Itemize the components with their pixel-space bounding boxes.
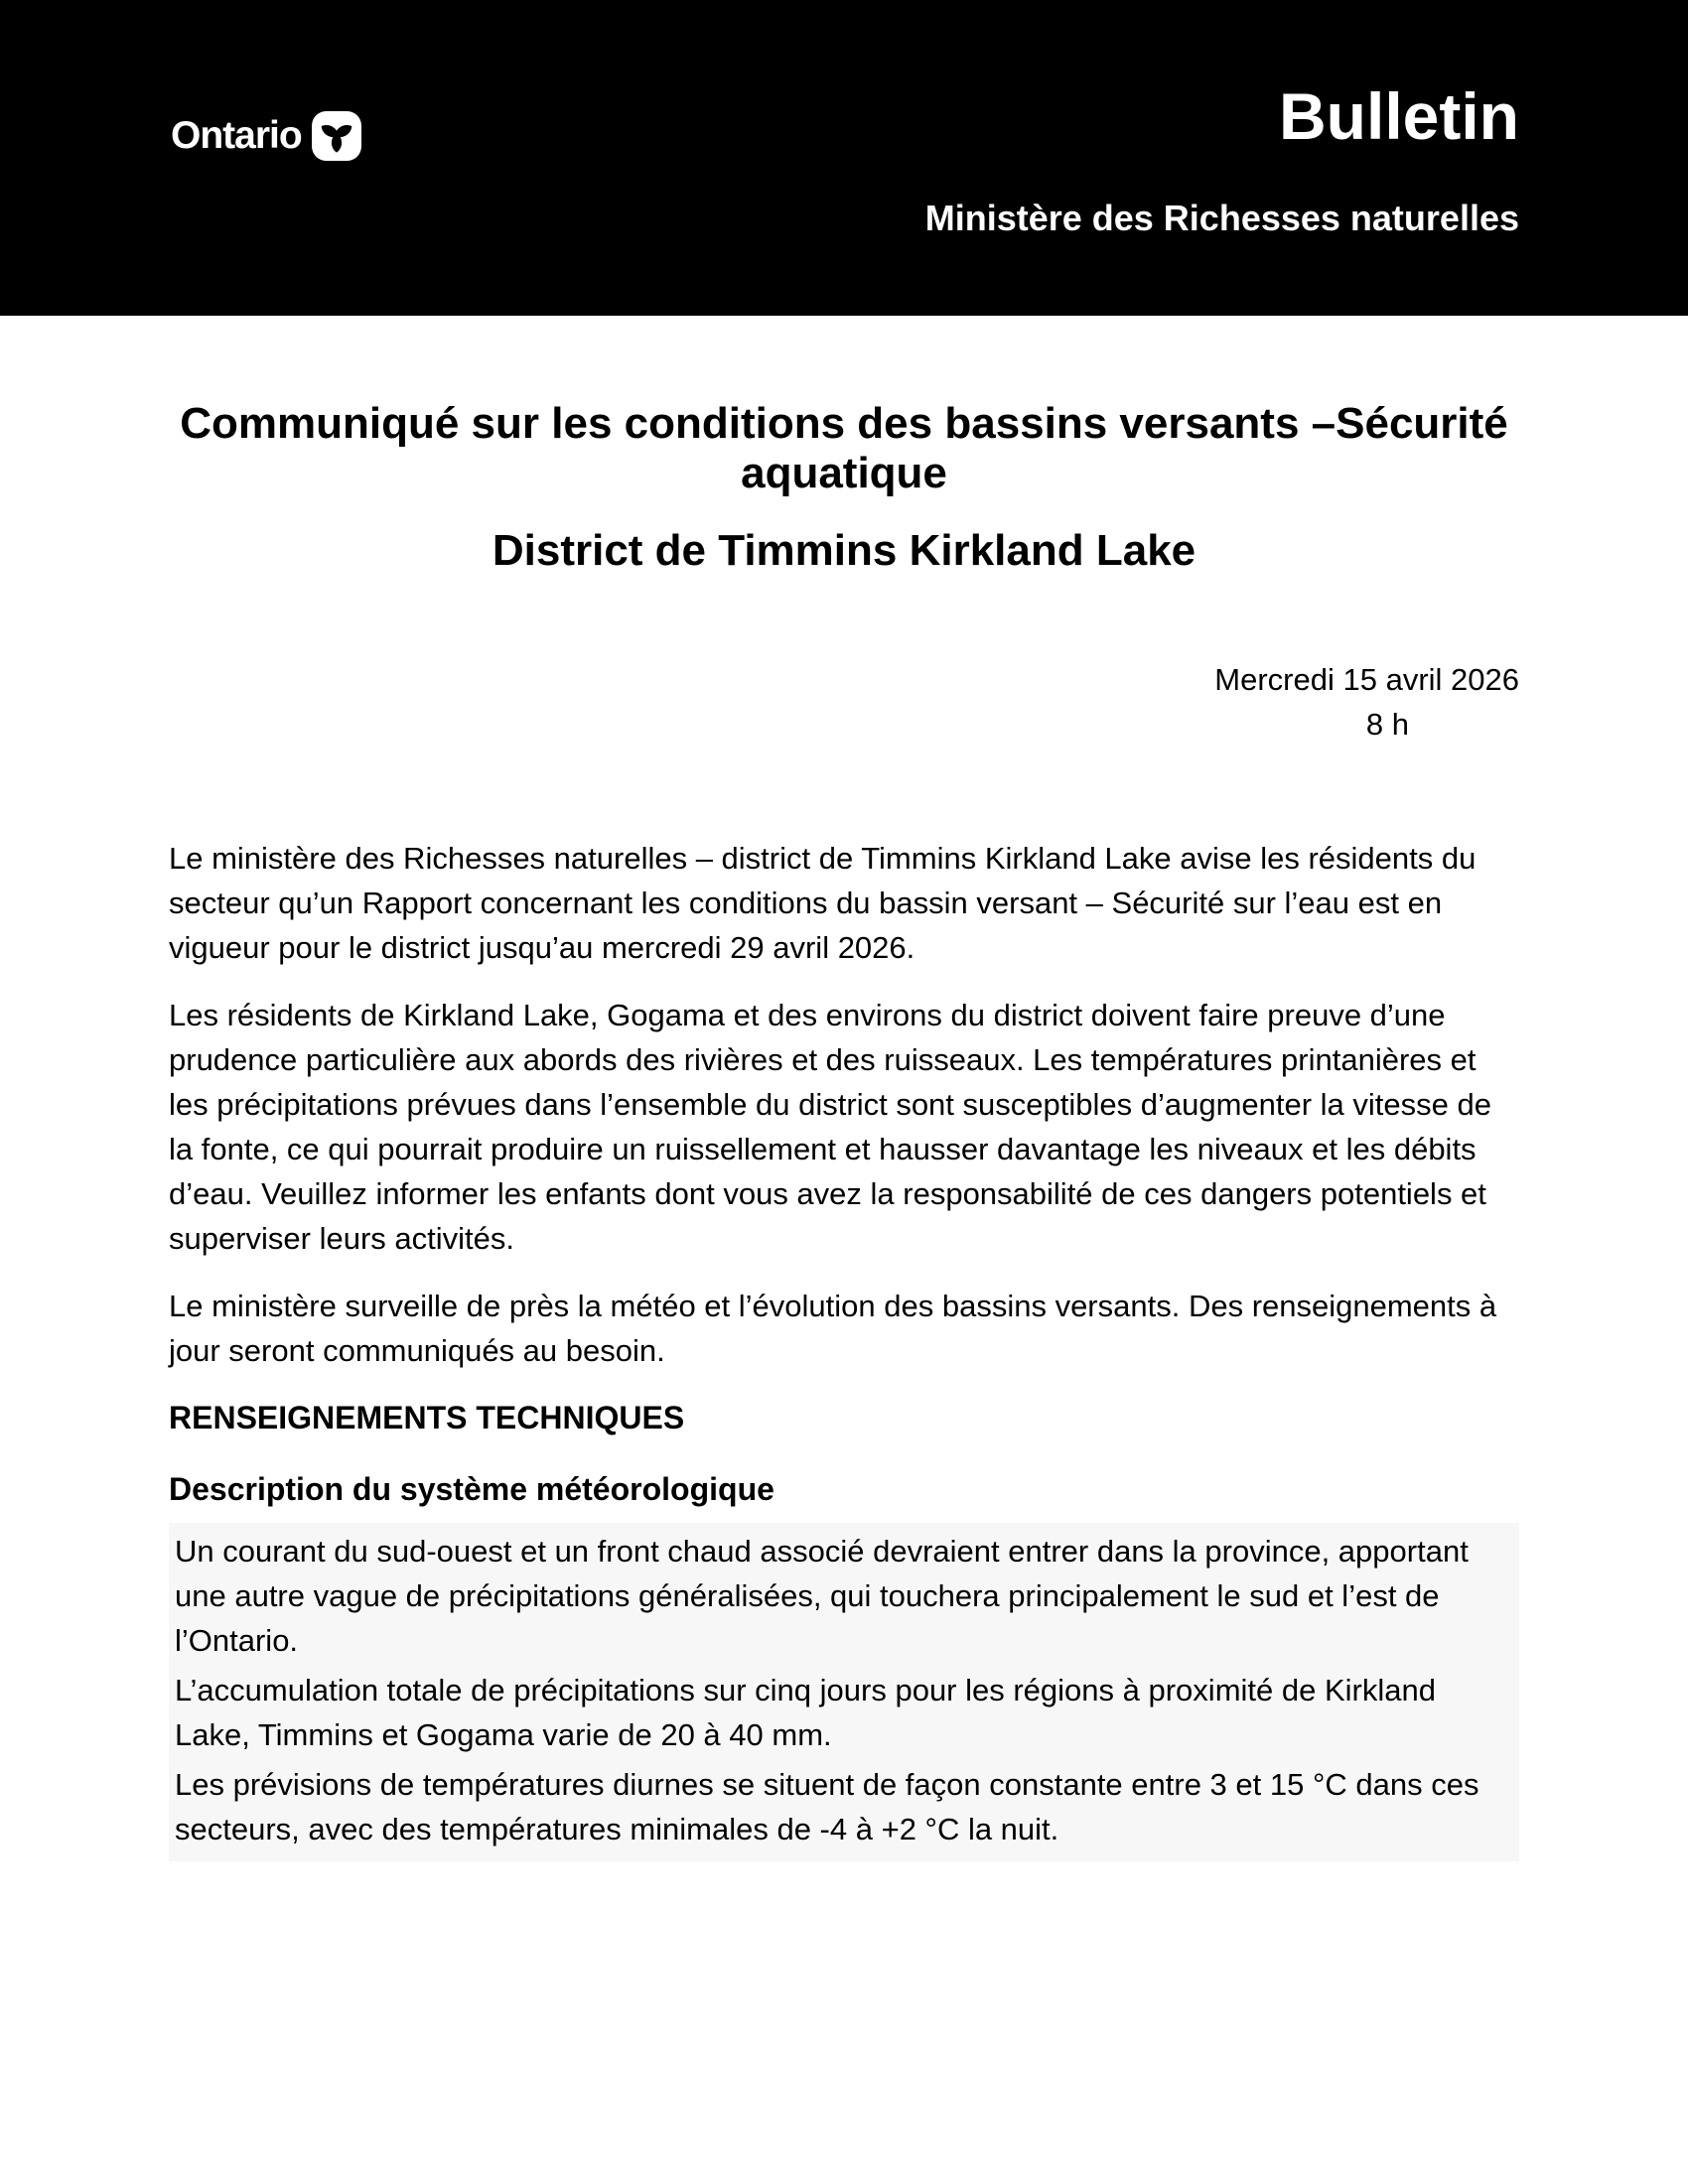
issue-time: 8 h xyxy=(1365,707,1409,742)
ontario-logo-text: Ontario xyxy=(171,114,302,157)
subsection-heading-weather: Description du système météorologique xyxy=(169,1471,774,1507)
shaded-paragraph-temperatures: Les prévisions de températures diurnes se situent de façon constante entre 3 et 15 °C dans ces secteurs, avec des températures minimales de -4 à +2 °C la nuit. xyxy=(175,1767,1479,1846)
paragraph-notice: Le ministère des Richesses naturelles – district de Timmins Kirkland Lake avise les résidents du secteur qu’un Rapport concernant les conditions du bassin versant – Sécurité sur l’eau est en vigueur pour le district jusqu’au mercredi 29 avril 2026. xyxy=(169,841,1477,965)
shaded-paragraph-precipitation: L’accumulation totale de précipitations sur cinq jours pour les régions à proximité de Kirkland Lake, Timmins et Gogama varie de 20 à 40 mm. xyxy=(175,1673,1436,1752)
date-block xyxy=(169,657,1519,747)
ministry-name: Ministère des Richesses naturelles xyxy=(924,198,1519,238)
paragraph-monitoring: Le ministère surveille de près la météo et l’évolution des bassins versants. Des renseignements à jour seront communiqués au besoin. xyxy=(169,1289,1497,1368)
shaded-weather-block xyxy=(169,1523,1519,1861)
document-subtitle: District de Timmins Kirkland Lake xyxy=(492,526,1196,575)
section-heading-technical: RENSEIGNEMENTS TECHNIQUES xyxy=(169,1400,685,1435)
bulletin-masthead-title: Bulletin xyxy=(1279,79,1519,153)
paragraph-caution: Les résidents de Kirkland Lake, Gogama et des environs du district doivent faire preuve d’une prudence particulière aux abords des rivières et des ruisseaux. Les températures printanières et les précipitations prévues dans l’ensemble du district sont susceptibles d’augmenter la vitesse de la fonte, ce qui pourrait produire un ruissellement et hausser davantage les niveaux et les débits d’eau. Veuillez informer les enfants dont vous avez la responsabilité de ces dangers potentiels et superviser leurs activités. xyxy=(169,998,1491,1256)
ontario-logo xyxy=(171,111,361,161)
document-title: Communiqué sur les conditions des bassins versants –Sécurité aquatique xyxy=(180,399,1508,497)
masthead xyxy=(0,0,1688,316)
issue-date: Mercredi 15 avril 2026 xyxy=(1214,662,1519,697)
document-body xyxy=(169,399,1519,1861)
shaded-paragraph-front: Un courant du sud-ouest et un front chaud associé devraient entrer dans la province, apportant une autre vague de précipitations généralisées, qui touchera principalement le sud et l’est de l’Ontario. xyxy=(175,1534,1469,1658)
ontario-trillium-icon xyxy=(312,111,361,161)
